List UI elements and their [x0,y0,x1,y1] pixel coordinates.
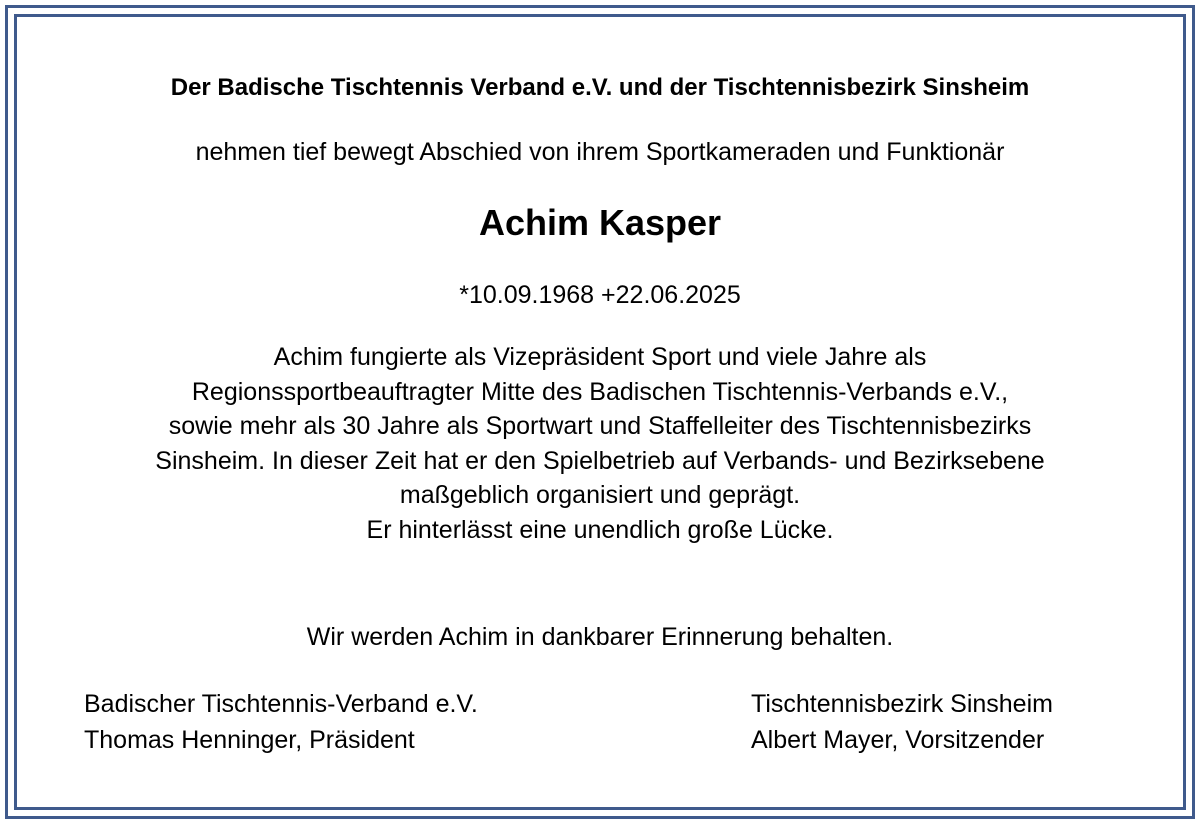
obituary-notice [20,20,1180,804]
deceased-name: Achim Kasper [478,202,722,243]
signature-right [751,686,1053,758]
tribute-text [20,340,1180,547]
notice-heading: Der Badische Tischtennis Verband e.V. und der Tischtennisbezirk Sinsheim [170,74,1030,101]
signature-person: Thomas Henninger, Präsident [84,726,415,754]
tribute-line: Er hinterlässt eine unendlich große Lücke. [366,515,834,544]
life-dates: *10.09.1968 +22.06.2025 [459,281,741,309]
tribute-line: Regionssportbeauftragter Mitte des Badischen Tischtennis-Verbands e.V., [191,377,1009,406]
tribute-line: maßgeblich organisiert und geprägt. [399,481,801,509]
signature-organization: Tischtennisbezirk Sinsheim [751,690,1053,718]
notice-intro: nehmen tief bewegt Abschied von ihrem Sportkameraden und Funktionär [195,138,1005,166]
signature-left [84,686,478,758]
tribute-line: Achim fungierte als Vizepräsident Sport und viele Jahre als [273,343,927,371]
signature-person: Albert Mayer, Vorsitzender [751,726,1045,754]
signature-organization: Badischer Tischtennis-Verband e.V. [84,690,478,718]
tribute-line: sowie mehr als 30 Jahre als Sportwart und Staffelleiter des Tischtennisbezirks [168,412,1032,440]
closing-statement: Wir werden Achim in dankbarer Erinnerung behalten. [306,623,894,651]
tribute-line: Sinsheim. In dieser Zeit hat er den Spielbetrieb auf Verbands- und Bezirksebene [155,446,1045,475]
